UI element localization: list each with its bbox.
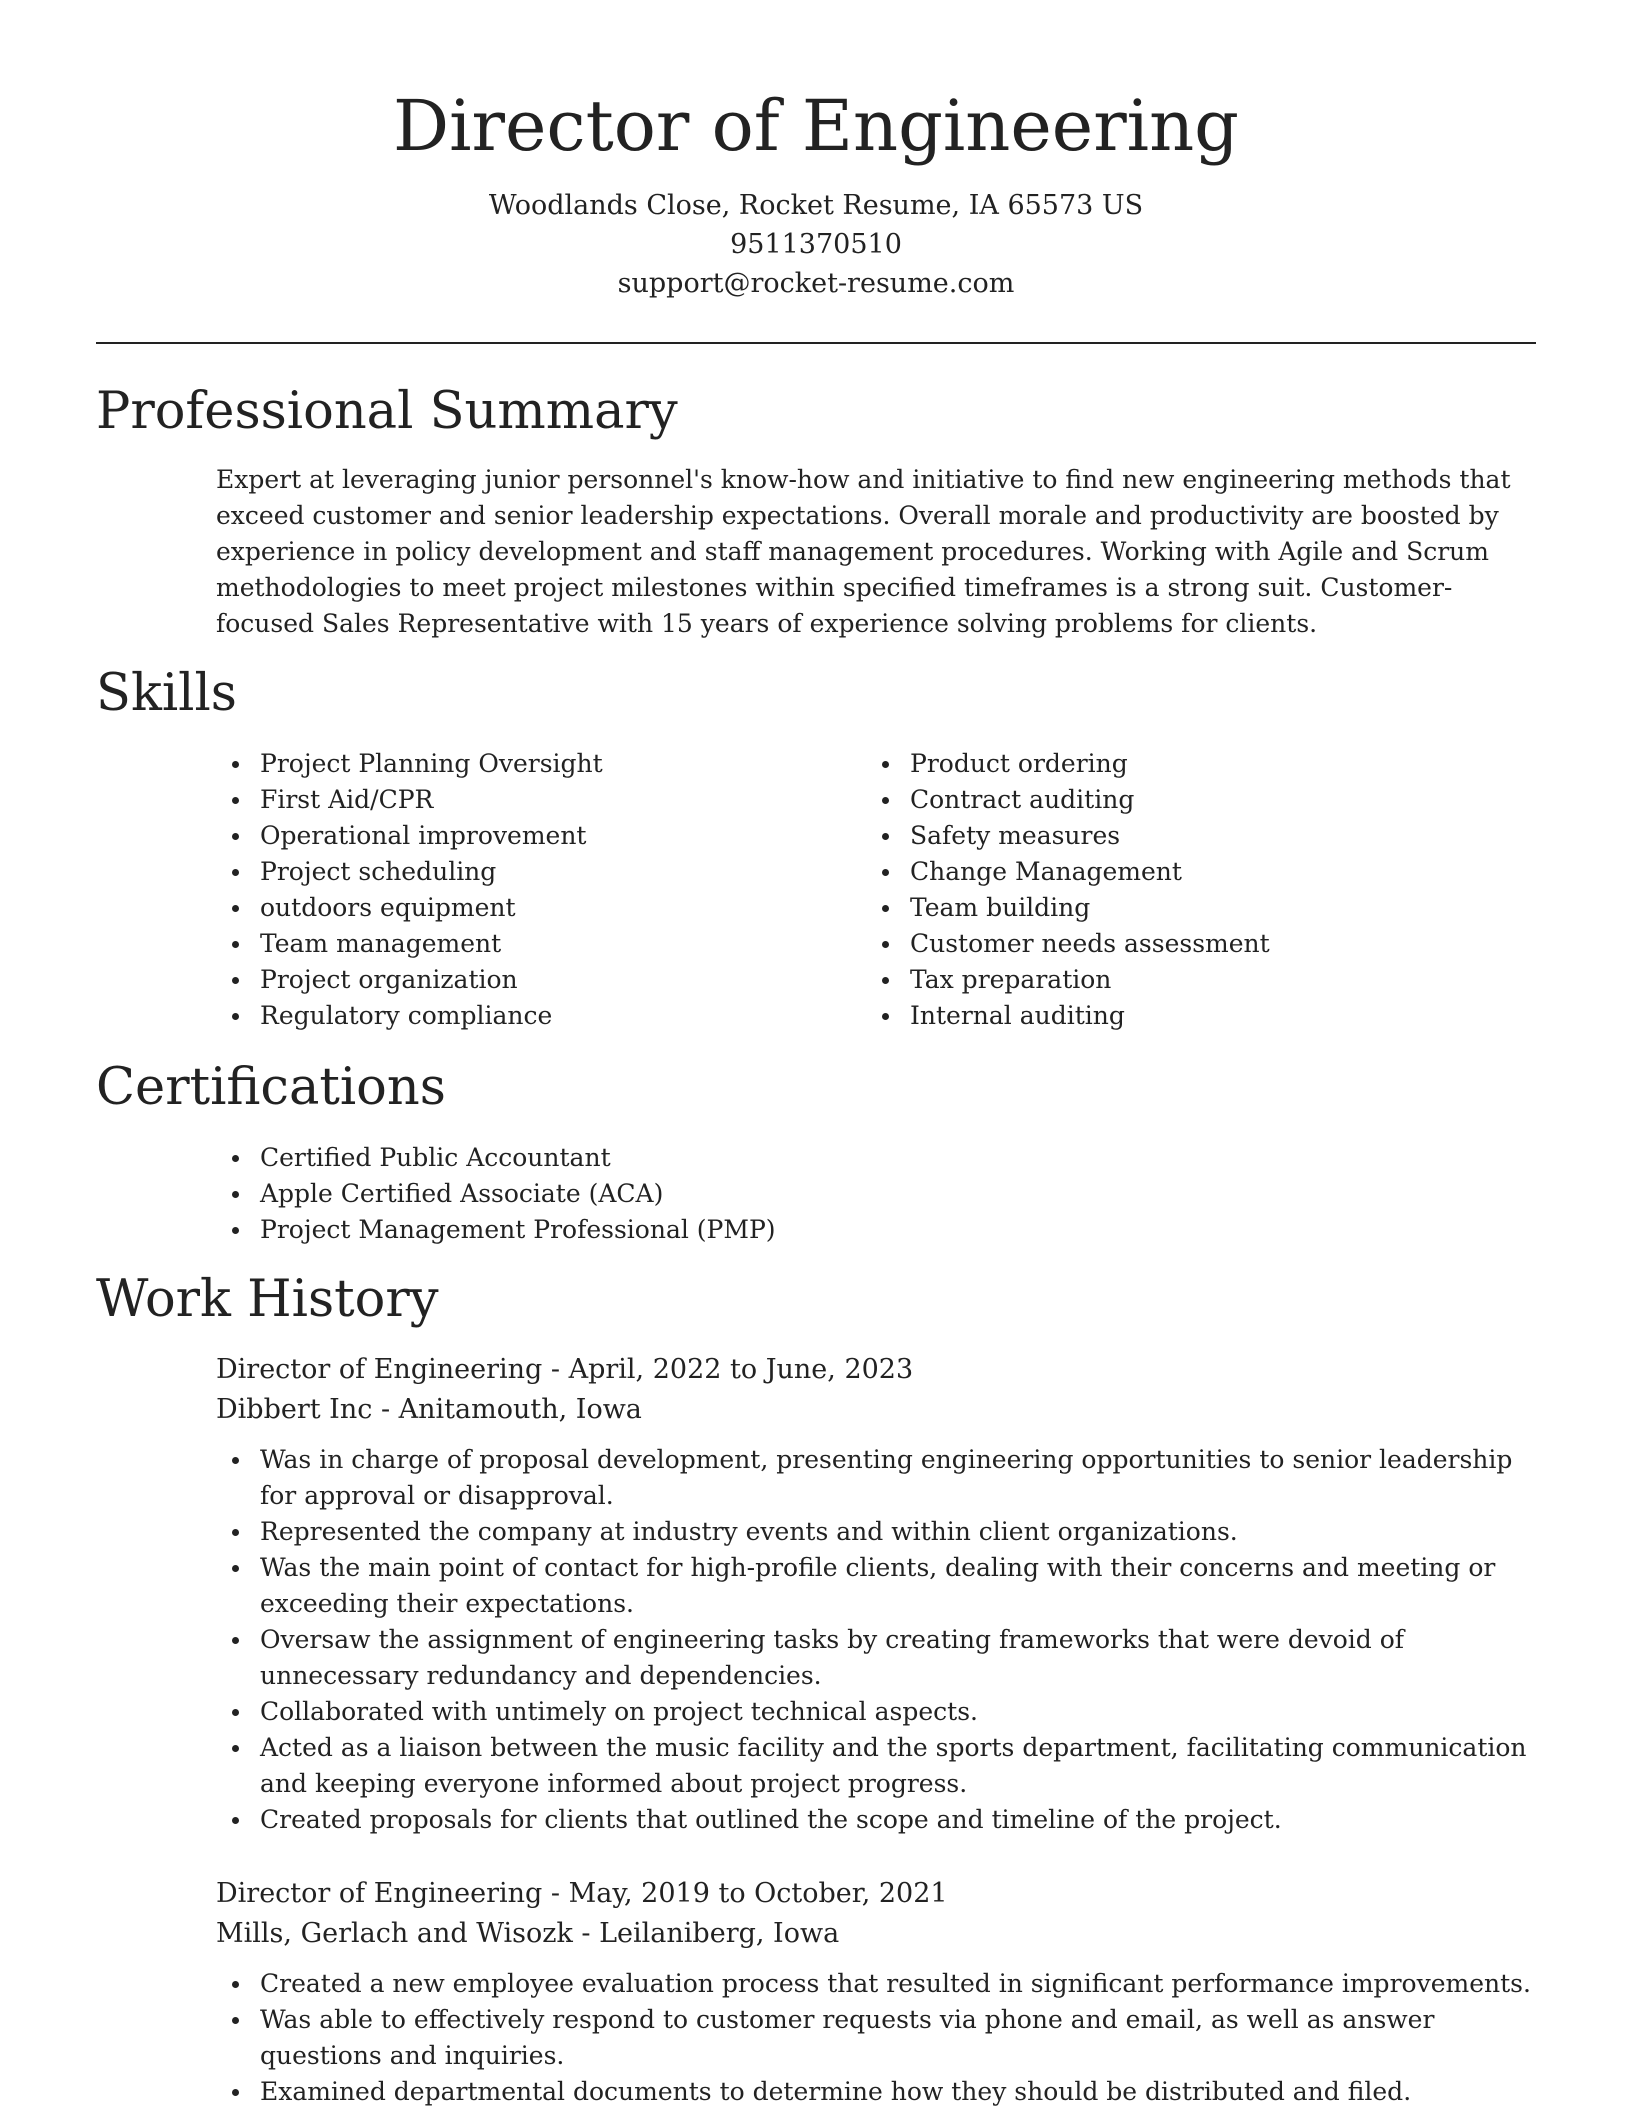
contact-phone: 9511370510 — [730, 229, 902, 260]
job-entry — [216, 1350, 1536, 1838]
section-title-skills: Skills — [96, 664, 237, 723]
job-dates: May, 2019 to October, 2021 — [568, 1878, 948, 1909]
job-entry — [216, 1874, 1536, 2110]
list-item: Represented the company at industry events and within client organizations. — [216, 1514, 1536, 1550]
separator: - — [542, 1878, 569, 1909]
list-item: Was the main point of contact for high-profile clients, dealing with their concerns and meeting or exceeding their expectations. — [216, 1550, 1536, 1622]
list-item: Oversaw the assignment of engineering tasks by creating frameworks that were devoid of unnecessary redundancy and dependencies. — [216, 1622, 1536, 1694]
contact-address: Woodlands Close, Rocket Resume, IA 65573 US — [488, 190, 1144, 221]
list-item: Was able to effectively respond to customer requests via phone and email, as well as answer questions and inquiries. — [216, 2002, 1536, 2074]
resume-name: Director of Engineering — [393, 85, 1239, 167]
job-dates: April, 2022 to June, 2023 — [568, 1354, 914, 1385]
list-item: Product ordering — [866, 746, 1506, 782]
list-item: Apple Certified Associate (ACA) — [216, 1176, 1536, 1212]
list-item: Created a new employee evaluation process that resulted in significant performance improvements. — [216, 1966, 1536, 2002]
list-item: Tax preparation — [866, 962, 1506, 998]
list-item: Project Management Professional (PMP) — [216, 1212, 1536, 1248]
list-item: Examined departmental documents to determine how they should be distributed and filed. — [216, 2074, 1536, 2110]
separator: - — [572, 1918, 600, 1949]
job-role: Director of Engineering — [216, 1354, 543, 1385]
contact-block — [0, 186, 1632, 303]
list-item: outdoors equipment — [216, 890, 816, 926]
summary-text: Expert at leveraging junior personnel's know-how and initiative to find new engineering methods that exceed customer and senior leadership expectations. Overall morale and productivity are boosted by experience in policy development and staff management procedures. Working with Agile and Scrum methodologies to meet project milestones within specified timeframes is a strong suit. Customer-focused Sales Representative with 15 years of experience solving problems for clients. — [216, 465, 1511, 638]
job-location: Leilaniberg, Iowa — [599, 1918, 840, 1949]
list-item: Team management — [216, 926, 816, 962]
job-company: Dibbert Inc — [216, 1394, 373, 1425]
separator: - — [542, 1354, 569, 1385]
job-title-line — [216, 1350, 1536, 1390]
section-title-summary: Professional Summary — [96, 382, 678, 441]
contact-email: support@rocket-resume.com — [617, 268, 1015, 299]
separator: - — [372, 1394, 399, 1425]
list-item: Team building — [866, 890, 1506, 926]
list-item: Project Planning Oversight — [216, 746, 816, 782]
skills-list-right — [866, 746, 1506, 1034]
list-item: Operational improvement — [216, 818, 816, 854]
list-item: Project organization — [216, 962, 816, 998]
list-item: Safety measures — [866, 818, 1506, 854]
job-bullets — [216, 1966, 1536, 2110]
resume-header — [0, 84, 1632, 303]
job-company: Mills, Gerlach and Wisozk — [216, 1918, 573, 1949]
job-title-line — [216, 1874, 1536, 1914]
certifications-list — [216, 1140, 1536, 1248]
list-item: Regulatory compliance — [216, 998, 816, 1034]
list-item: Project scheduling — [216, 854, 816, 890]
job-role: Director of Engineering — [216, 1878, 543, 1909]
list-item: Customer needs assessment — [866, 926, 1506, 962]
list-item: Collaborated with untimely on project technical aspects. — [216, 1694, 1536, 1730]
list-item: Change Management — [866, 854, 1506, 890]
list-item: Was in charge of proposal development, presenting engineering opportunities to senior leadership for approval or disapproval. — [216, 1442, 1536, 1514]
job-bullets — [216, 1442, 1536, 1838]
job-company-line — [216, 1390, 1536, 1430]
skills-list-left — [216, 746, 816, 1034]
list-item: Contract auditing — [866, 782, 1506, 818]
job-location: Anitamouth, Iowa — [398, 1394, 642, 1425]
list-item: Acted as a liaison between the music facility and the sports department, facilitating communication and keeping everyone informed about project progress. — [216, 1730, 1536, 1802]
section-title-work-history: Work History — [96, 1270, 439, 1329]
list-item: First Aid/CPR — [216, 782, 816, 818]
header-divider — [96, 342, 1536, 344]
section-title-certifications: Certifications — [96, 1058, 446, 1117]
list-item: Created proposals for clients that outlined the scope and timeline of the project. — [216, 1802, 1536, 1838]
list-item: Internal auditing — [866, 998, 1506, 1034]
list-item: Certified Public Accountant — [216, 1140, 1536, 1176]
job-company-line — [216, 1914, 1536, 1954]
